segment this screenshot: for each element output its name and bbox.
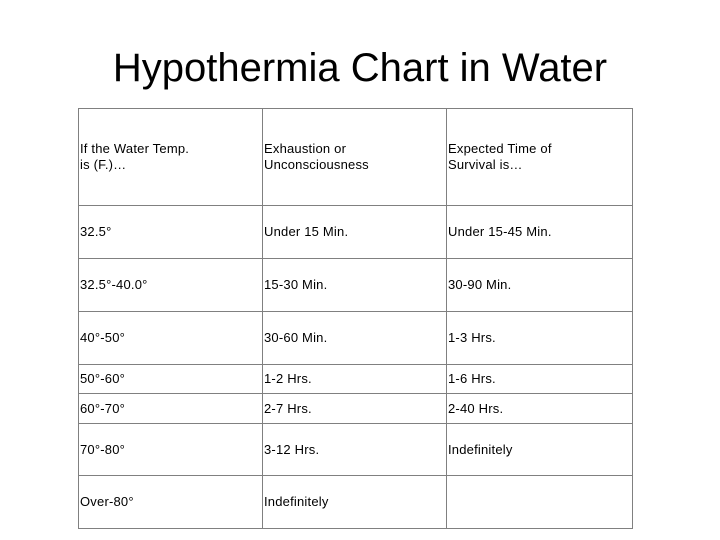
header-label: Expected Time of Survival is… [448, 141, 552, 172]
table-row [79, 476, 633, 529]
header-label: Exhaustion or Unconsciousness [264, 141, 369, 172]
cell-water-temp: 32.5° [79, 206, 263, 259]
table-row [79, 424, 633, 476]
table-row [79, 394, 633, 424]
header-label: If the Water Temp. is (F.)… [80, 141, 190, 172]
cell-water-temp: 40°-50° [79, 312, 263, 365]
cell-exhaustion: 30-60 Min. [263, 312, 447, 365]
cell-survival: 1-3 Hrs. [447, 312, 633, 365]
cell-exhaustion: Under 15 Min. [263, 206, 447, 259]
hypothermia-table [78, 108, 633, 529]
table-row [79, 365, 633, 394]
cell-survival: Under 15-45 Min. [447, 206, 633, 259]
header-cell-exhaustion [263, 109, 447, 206]
cell-exhaustion: 2-7 Hrs. [263, 394, 447, 424]
cell-water-temp: 70°-80° [79, 424, 263, 476]
cell-water-temp: 60°-70° [79, 394, 263, 424]
header-cell-survival [447, 109, 633, 206]
cell-exhaustion: Indefinitely [263, 476, 447, 529]
header-cell-water-temp [79, 109, 263, 206]
cell-survival: Indefinitely [447, 424, 633, 476]
cell-exhaustion: 1-2 Hrs. [263, 365, 447, 394]
cell-exhaustion: 3-12 Hrs. [263, 424, 447, 476]
cell-survival: 2-40 Hrs. [447, 394, 633, 424]
table-header-row [79, 109, 633, 206]
table-row [79, 206, 633, 259]
cell-water-temp: Over-80° [79, 476, 263, 529]
cell-water-temp: 32.5°-40.0° [79, 259, 263, 312]
cell-water-temp: 50°-60° [79, 365, 263, 394]
cell-exhaustion: 15-30 Min. [263, 259, 447, 312]
cell-survival: 1-6 Hrs. [447, 365, 633, 394]
cell-survival: 30-90 Min. [447, 259, 633, 312]
table-row [79, 259, 633, 312]
table-row [79, 312, 633, 365]
slide-title: Hypothermia Chart in Water [112, 46, 608, 90]
cell-survival [447, 476, 633, 529]
